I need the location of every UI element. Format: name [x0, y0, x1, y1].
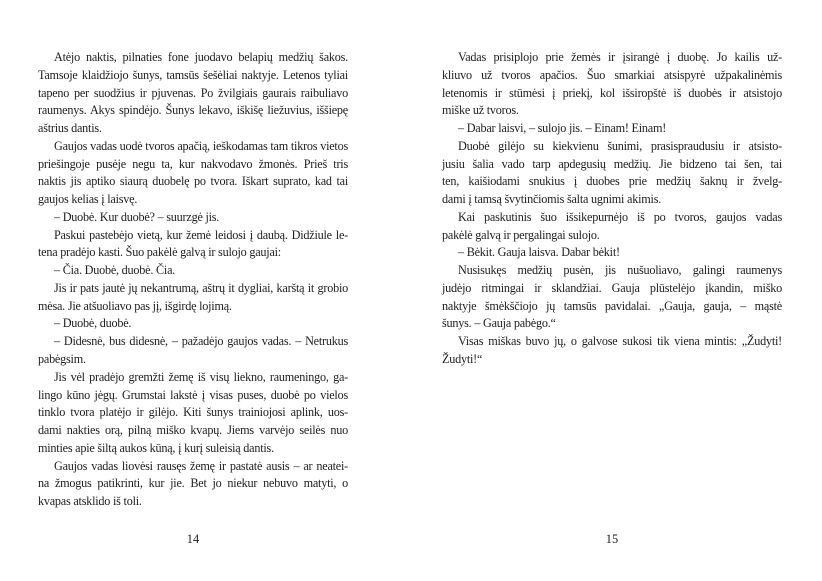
paragraph: [38, 138, 348, 209]
text-line: – Duobė. Kur duobė? – suurzgė jis.: [54, 209, 220, 224]
text-line: Jis ir pats jautė jų nekantrumą, aštrų it dygliai, karštą it grobio: [54, 280, 348, 295]
text-line: Vadas prisiplojo prie žemės ir įsirangė į duobę. Jo kailis už-: [458, 50, 782, 64]
paragraph: [38, 458, 348, 511]
paragraph: [442, 333, 782, 369]
text-line: naktis jis aptiko siaurą duobelę po tvora. Iškart suprato, kad tai: [38, 174, 348, 189]
book-page-right: [442, 49, 782, 546]
paragraph: [38, 227, 348, 263]
page-number-right: 15: [605, 532, 619, 546]
text-line: Tamsoje klaidžiojo šunys, tamsūs šešėliai naktyje. Letenos tyliai: [38, 67, 348, 82]
text-line: kvapas atsklido iš toli.: [38, 494, 142, 509]
paragraph: [38, 209, 348, 227]
text-line: aštrius dantis.: [38, 121, 102, 136]
paragraph: [38, 315, 348, 333]
text-line: Duobė gilėjo su kiekvienu šunimi, prasispraudusiu ir atsisto-: [458, 138, 782, 153]
text-line: ten, kaišiodami snukius į duobes prie medžių šaknų ir žvelg-: [442, 174, 782, 189]
paragraph: [442, 209, 782, 245]
text-line: Nusisukęs medžių pusėn, jis nušuoliavo, galingi raumenys: [458, 263, 782, 278]
text-line: raumenys. Akys spindėjo. Šunys lekavo, iškišę liežuvius, iššiepę: [38, 103, 348, 118]
text-line: – Čia. Duobė, duobė. Čia.: [54, 263, 176, 278]
paragraph: [442, 138, 782, 209]
text-line: dami nakties orą, pilną miško kvapų. Jiems varvėjo seilės nuo: [38, 423, 348, 438]
text-line: Žudyti!“: [442, 352, 483, 367]
text-line: kliuvo už tvoros apačios. Šuo smarkiai atsispyrė užpakalinėmis: [442, 67, 782, 82]
paragraph: [442, 120, 782, 138]
text-line: lingo kūno jėgų. Grumstai lakstė į visas puses, duobė po vielos: [38, 387, 348, 402]
text-line: tena pradėjo kasti. Šuo pakėlė galvą ir sulojo gaujai:: [38, 245, 281, 260]
paragraph: [442, 244, 782, 262]
paragraph: [442, 49, 782, 120]
text-line: Visas miškas buvo jų, o galvose sukosi tik viena mintis: „Žudyti!: [458, 334, 782, 349]
text-line: – Duobė, duobė.: [54, 316, 132, 331]
text-column-right: [442, 49, 782, 369]
text-line: Jis vėl pradėjo gremžti žemę iš visų liekno, raumeningo, ga-: [54, 369, 348, 384]
text-line: šunys. – Gauja pabėgo.“: [442, 316, 556, 331]
text-line: miške už tvoros.: [442, 103, 519, 118]
page-number-left: 14: [186, 532, 200, 546]
text-line: – Dabar laisvi, – sulojo jis. – Einam! Einam!: [458, 121, 667, 136]
paragraph: [38, 280, 348, 316]
text-line: jusiu šalia vado tarp apdegusių medžių. Jie bidzeno tai šen, tai: [442, 156, 782, 171]
text-line: tinklo tvora platėjo ir gilėjo. Kiti šunys trainiojosi aplink, uos-: [38, 405, 348, 420]
text-line: tapeno per suodžius ir pjuvenas. Po žvilgiais gaurais raibuliavo: [38, 85, 348, 100]
text-line: – Didesnė, bus didesnė, – pažadėjo gaujos vadas. – Netrukus: [54, 334, 348, 349]
text-line: pakėlė galvą ir pergalingai sulojo.: [442, 227, 600, 242]
text-line: letenomis ir stūmėsi į priekį, kol išsiropštė iš duobės ir atsistojo: [442, 85, 782, 100]
paragraph: [38, 49, 348, 138]
text-line: Gaujos vadas uodė tvoros apačią, ieškodamas tam tikros vietos: [54, 138, 348, 153]
paragraph: [38, 333, 348, 369]
text-line: minties apie šiltą aukos kūną, į kurį suleisią dantis.: [38, 440, 274, 455]
text-column-left: [38, 49, 348, 511]
text-line: naktyje šmėkščiojo jų tamsūs pavidalai. „Gauja, gauja, – mąstė: [442, 298, 782, 313]
text-line: judėjo ritmingai ir sklandžiai. Gauja plūstelėjo įkandin, miško: [442, 280, 782, 295]
book-page-left: [38, 49, 348, 546]
text-line: Gaujos vadas liovėsi rausęs žemę ir pastatė ausis – ar neatei-: [54, 458, 348, 473]
text-line: Atėjo naktis, pilnaties fone juodavo belapių medžių šakos.: [54, 50, 348, 64]
text-line: – Bėkit. Gauja laisva. Dabar bėkit!: [458, 245, 620, 260]
text-line: Paskui pastebėjo vietą, kur žemė leidosi į daubą. Didžiule le-: [54, 227, 348, 242]
text-line: mėsa. Jie atšuoliavo pas jį, išgirdę lojimą.: [38, 298, 232, 313]
text-line: pabėgsim.: [38, 352, 86, 367]
text-line: na žmogus patikrinti, kur jie. Bet jo niekur nebuvo matyti, o: [38, 476, 348, 491]
text-line: dami į tamsą švytinčiomis šalta ugnimi akimis.: [442, 192, 662, 207]
text-line: Kai paskutinis šuo išsikepurnėjo iš po tvoros, gaujos vadas: [458, 209, 782, 224]
text-line: gaujos kelias į laisvę.: [38, 192, 138, 207]
text-line: priešingoje pusėje negu ta, kur nakvodavo žmonės. Prieš tris: [38, 156, 348, 171]
paragraph: [442, 262, 782, 333]
paragraph: [38, 369, 348, 458]
paragraph: [38, 262, 348, 280]
